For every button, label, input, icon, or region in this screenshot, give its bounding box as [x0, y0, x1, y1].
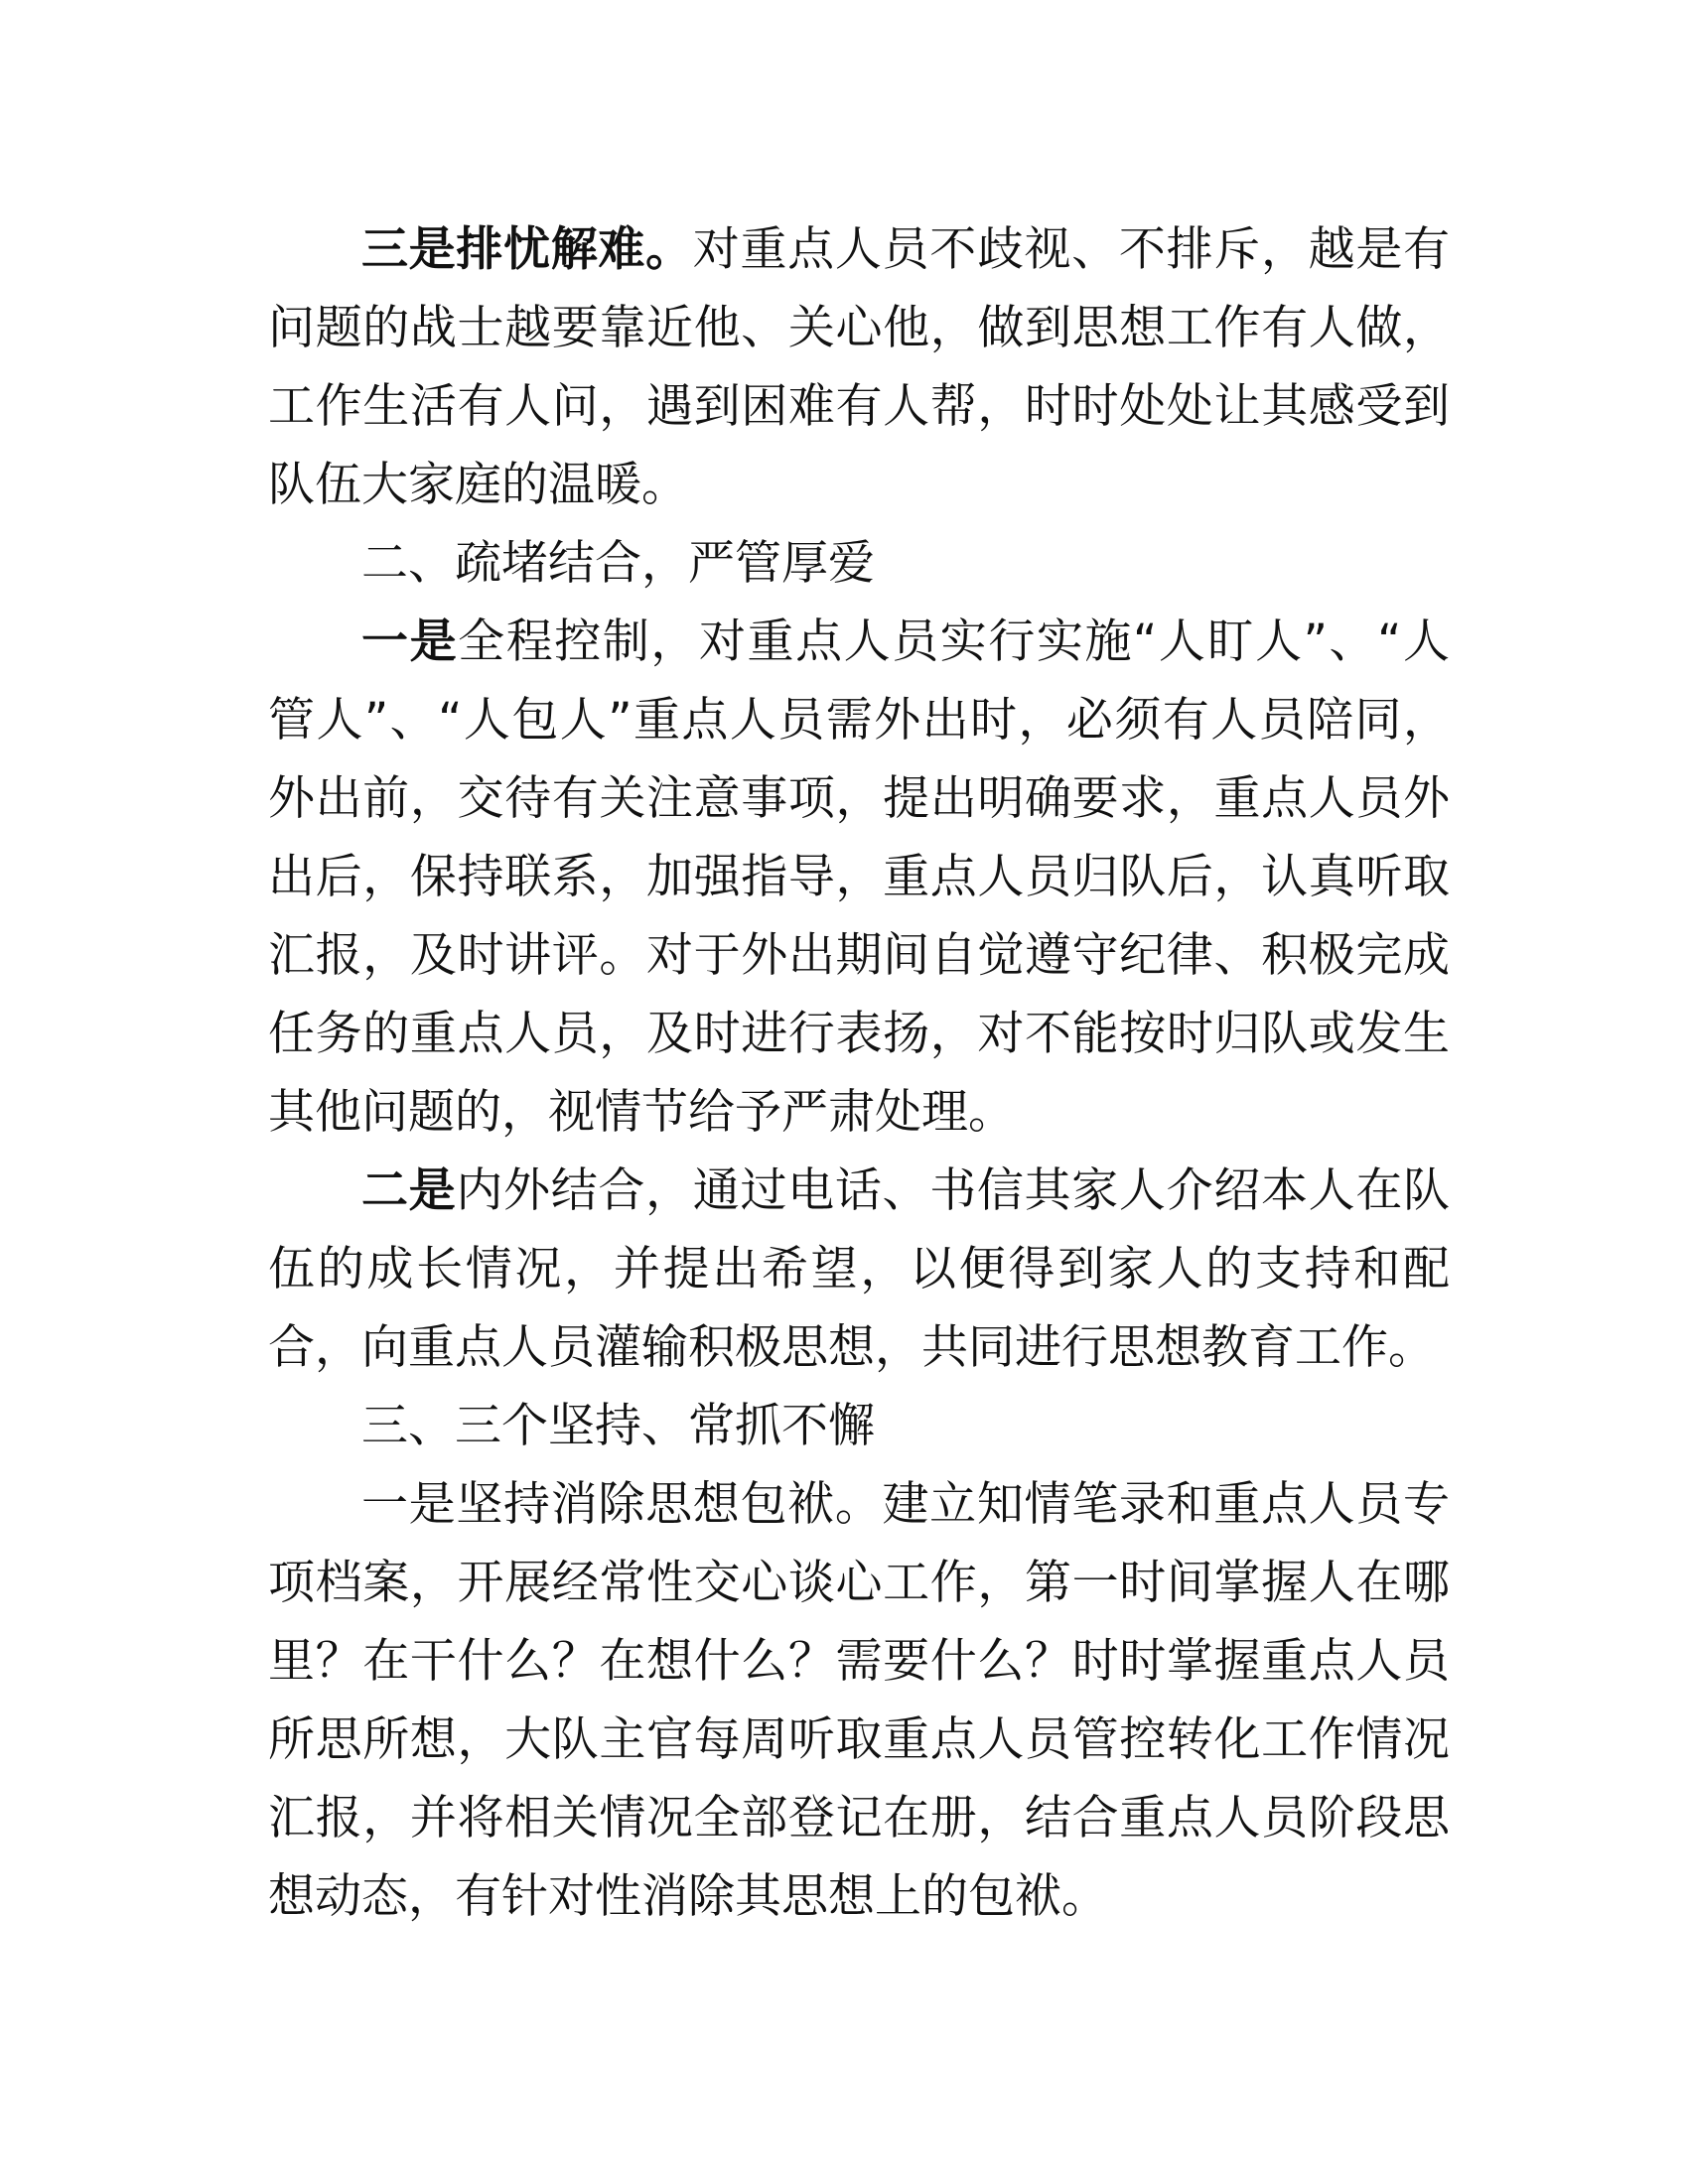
paragraph-sanshi-paiyou-jienan — [268, 210, 1450, 524]
paragraph-lead: 一是 — [361, 614, 459, 669]
document-page — [268, 210, 1450, 1936]
section-heading-shudu-jiehe — [268, 524, 1450, 603]
paragraph-lead: 三是排忧解难。 — [361, 222, 693, 277]
heading-text: 二、疏堵结合，严管厚爱 — [361, 536, 875, 591]
paragraph-text: 内外结合，通过电话、书信其家人介绍本人在队伍的成长情况，并提出希望，以便得到家人的支持和配合，向重点人员灌输积极思想，共同进行思想教育工作。 — [268, 1163, 1451, 1375]
paragraph-lead: 二是 — [361, 1163, 457, 1218]
paragraph-ershi-neiwai-jiehe — [268, 1152, 1450, 1387]
paragraph-text: 一是坚持消除思想包袱。建立知情笔录和重点人员专项档案，开展经常性交心谈心工作，第一时间掌握人在哪里？在干什么？在想什么？需要什么？时时掌握重点人员所思所想，大队主官每周听取重点人员管控转化工作情况汇报，并将相关情况全部登记在册，结合重点人员阶段思想动态，有针对性消除其思想上的包袱。 — [268, 1477, 1450, 1924]
paragraph-text: 对重点人员不歧视、不排斥，越是有问题的战士越要靠近他、关心他，做到思想工作有人做，工作生活有人问，遇到困难有人帮，时时处处让其感受到队伍大家庭的温暖。 — [268, 222, 1451, 512]
paragraph-jianchi-xiaochu-baofu — [268, 1465, 1450, 1936]
section-heading-sange-jianchi — [268, 1387, 1450, 1465]
heading-text: 三、三个坚持、常抓不懈 — [361, 1399, 875, 1453]
paragraph-text: 全程控制，对重点人员实行实施“人盯人”、“人管人”、“人包人”重点人员需外出时，必须有人员陪同，外出前，交待有关注意事项，提出明确要求，重点人员外出后，保持联系，加强指导，重点人员归队后，认真听取汇报，及时讲评。对于外出期间自觉遵守纪律、积极完成任务的重点人员，及时进行表扬，对不能按时归队或发生其他问题的，视情节给予严肃处理。 — [268, 614, 1451, 1140]
paragraph-yishi-quancheng-kongzhi — [268, 603, 1450, 1152]
